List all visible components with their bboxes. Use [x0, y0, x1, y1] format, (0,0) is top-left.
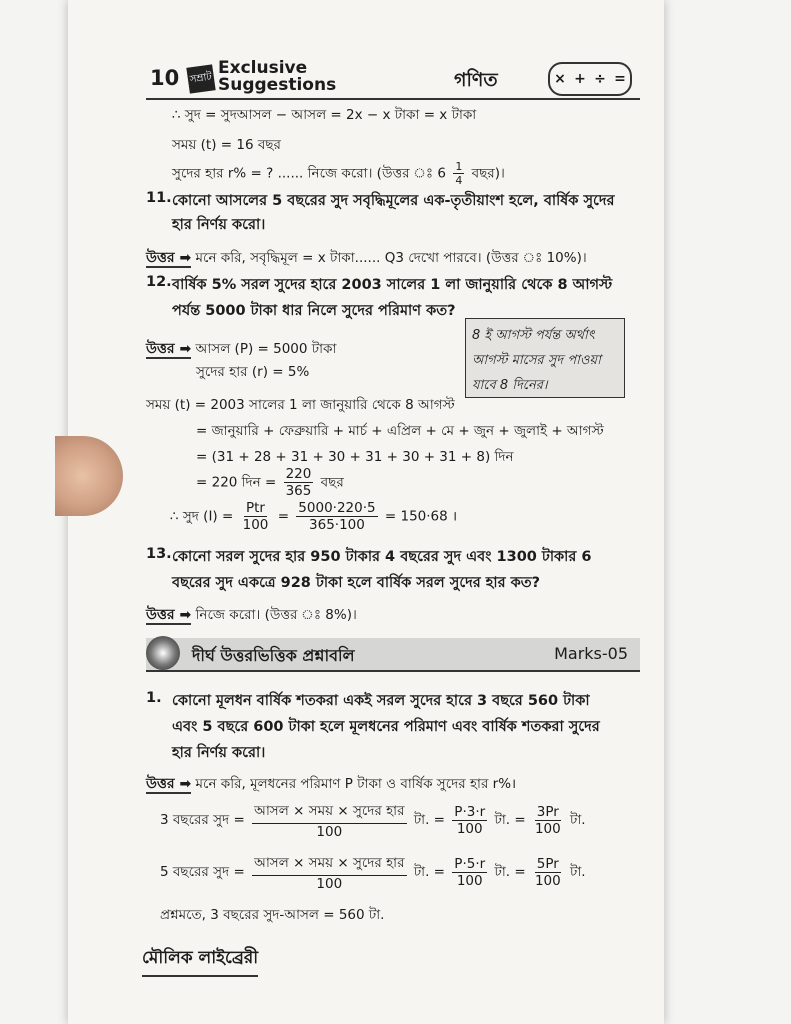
- time-line-1: সময় (t) = 2003 সালের 1 লা জানুয়ারি থেকে 8 আগস্ট: [146, 397, 455, 413]
- question-1-line-3: হার নির্ণয় করো।: [172, 745, 266, 761]
- time-line-2: = জানুয়ারি + ফেব্রুয়ারি + মার্চ + এপ্রিল + মে + জুন + জুলাই + আগস্ট: [196, 423, 604, 439]
- unit-equals: টা. =: [413, 864, 445, 880]
- fraction-denominator: 100: [316, 876, 343, 892]
- divide-icon: ÷: [594, 71, 606, 87]
- fraction: [284, 466, 314, 499]
- prev-line-3-text: সুদের হার r% = ? ...... নিজে করো। (উত্তর ঃ 6: [172, 165, 447, 182]
- equals-icon: =: [614, 71, 626, 87]
- fraction-numerator: Ptr: [246, 500, 265, 516]
- question-13-line-2: বছরের সুদ একত্রে 928 টাকা হলে বার্ষিক সরল সুদের হার কত?: [172, 575, 541, 591]
- unit: টা.: [570, 864, 586, 880]
- interest-line: ∴ সুদ (I) = $\frac{\text{Ptr}}{100}$ = $\frac{5000\cdot 220\cdot 5}{365\cdot 100}$ = 150·68 ।: [170, 500, 458, 533]
- unit-equals: টা. =: [494, 864, 526, 880]
- answer-11: [146, 246, 587, 270]
- fraction: [453, 160, 464, 187]
- fraction-numerator: 5Pr: [536, 855, 559, 872]
- fraction-denominator: 100: [534, 872, 561, 889]
- question-11-line-1: কোনো আসলের 5 বছরের সুদ সবৃদ্ধিমূলের এক-তৃতীয়াংশ হলে, বার্ষিক সুদের: [172, 193, 615, 209]
- fraction: [252, 852, 406, 892]
- question-1-line-1: কোনো মূলধন বার্ষিক শতকরা একই সরল সুদের হারে 3 বছরে 560 টাকা: [172, 693, 590, 709]
- fraction-denominator: 365·100: [309, 517, 365, 533]
- unit-equals: টা. =: [413, 812, 445, 828]
- question-12-line-1: বার্ষিক 5% সরল সুদের হারে 2003 সালের 1 লা জানুয়ারি থেকে 8 আগস্ট: [172, 277, 613, 293]
- fraction-denominator: 100: [456, 820, 483, 837]
- final-line: প্রশ্নমতে, 3 বছরের সুদ-আসল = 560 টা.: [160, 907, 385, 923]
- interest-pre: ∴ সুদ (I) =: [170, 508, 234, 525]
- answer-1: [146, 772, 516, 796]
- fraction: [452, 856, 487, 889]
- time-line-4-pre: = 220 দিন =: [196, 474, 277, 491]
- unit-equals: টা. =: [494, 812, 526, 828]
- publisher-name: মৌলিক লাইব্রেরী: [142, 945, 258, 977]
- time-line-4-post: বছর: [320, 474, 344, 491]
- fraction-denominator: 100: [456, 872, 483, 889]
- fraction-denominator: 100: [242, 517, 269, 533]
- brand-line2: Suggestions: [218, 75, 337, 95]
- page-header: [146, 58, 640, 100]
- brand-name: [218, 60, 336, 94]
- time-line-3: = (31 + 28 + 31 + 30 + 31 + 30 + 31 + 8) দিন: [196, 449, 514, 465]
- fraction-numerator: আসল × সময় × সুদের হার: [252, 800, 406, 824]
- fraction-denominator: 100: [534, 820, 561, 837]
- answer-text: নিজে করো। (উত্তর ঃ 8%)।: [195, 607, 357, 623]
- brand-logo: সম্রাট: [186, 64, 215, 93]
- formula-5-years: [160, 852, 586, 892]
- answer-label: উত্তর ➡: [146, 250, 192, 266]
- fraction-numerator: 220: [285, 466, 312, 482]
- page-number: 10: [150, 66, 180, 90]
- fraction-numerator: আসল × সময় × সুদের হার: [252, 852, 406, 876]
- question-1-line-2: এবং 5 বছরে 600 টাকা হলে মূলধনের পরিমাণ এবং বার্ষিক শতকরা সুদের: [172, 719, 600, 735]
- question-number: 11.: [146, 190, 172, 206]
- fraction-numerator: P·3·r: [454, 803, 486, 820]
- fraction: [252, 800, 406, 840]
- section-banner: [146, 638, 640, 672]
- formula-3-years: [160, 800, 586, 840]
- time-line-4: [196, 466, 344, 499]
- prev-line-3-end: বছর)।: [471, 165, 505, 182]
- fraction: [533, 804, 563, 837]
- fraction-numerator: 5000·220·5: [298, 500, 376, 516]
- plus-icon: +: [574, 71, 586, 87]
- principal-text: আসল (P) = 5000 টাকা: [195, 341, 337, 357]
- question-11-line-2: হার নির্ণয় করো।: [172, 217, 266, 233]
- fraction-denominator: 365: [285, 483, 312, 499]
- multiply-icon: ×: [554, 71, 566, 87]
- math-ops-icon: [548, 62, 632, 96]
- prev-line-3: [172, 160, 505, 187]
- question-12-line-2: পর্যন্ত 5000 টাকা ধার নিলে সুদের পরিমাণ কত?: [172, 303, 456, 319]
- answer-13: [146, 603, 357, 627]
- section-title: দীর্ঘ উত্তরভিত্তিক প্রশ্নাবলি: [192, 646, 355, 665]
- spiral-icon: [146, 636, 180, 670]
- answer-label: উত্তর ➡: [146, 607, 192, 623]
- fraction: [296, 500, 377, 533]
- question-number: 1.: [146, 690, 162, 706]
- unit: টা.: [570, 812, 586, 828]
- marks-label: Marks-05: [554, 644, 628, 663]
- page-content: [140, 0, 640, 1024]
- fraction-numerator: P·5·r: [454, 855, 486, 872]
- interest-post: = 150·68 ।: [384, 508, 458, 525]
- note-box: 8 ই আগস্ট পর্যন্ত অর্থাৎ আগস্ট মাসের সুদ পাওয়া যাবে 8 দিনের।: [465, 318, 625, 398]
- answer-text: মনে করি, মূলধনের পরিমাণ P টাকা ও বার্ষিক সুদের হার r%।: [195, 776, 517, 792]
- prev-line-1: ∴ সুদ = সুদআসল − আসল = 2x − x টাকা = x টাকা: [172, 107, 477, 123]
- fraction-denominator: 4: [455, 174, 463, 187]
- brand-line1: Exclusive: [218, 58, 308, 78]
- question-number: 13.: [146, 546, 172, 562]
- question-13-line-1: কোনো সরল সুদের হার 950 টাকার 4 বছরের সুদ এবং 1300 টাকার 6: [172, 549, 592, 565]
- formula-3-pre: 3 বছরের সুদ =: [160, 812, 245, 828]
- rate-text: সুদের হার (r) = 5%: [196, 364, 310, 380]
- question-number: 12.: [146, 274, 172, 290]
- fraction-numerator: 1: [455, 160, 463, 173]
- prev-line-2: সময় (t) = 16 বছর: [172, 137, 281, 153]
- answer-12: [146, 337, 336, 361]
- subject-title: গণিত: [454, 69, 498, 91]
- formula-5-pre: 5 বছরের সুদ =: [160, 864, 245, 880]
- fraction: [241, 500, 271, 533]
- fraction-denominator: 100: [316, 824, 343, 840]
- answer-label: উত্তর ➡: [146, 776, 192, 792]
- fraction-numerator: 3Pr: [536, 803, 559, 820]
- fraction: [533, 856, 563, 889]
- answer-label: উত্তর ➡: [146, 341, 192, 357]
- answer-text: মনে করি, সবৃদ্ধিমূল = x টাকা...... Q3 দেখো পারবে। (উত্তর ঃ 10%)।: [195, 250, 587, 266]
- fraction: [452, 804, 487, 837]
